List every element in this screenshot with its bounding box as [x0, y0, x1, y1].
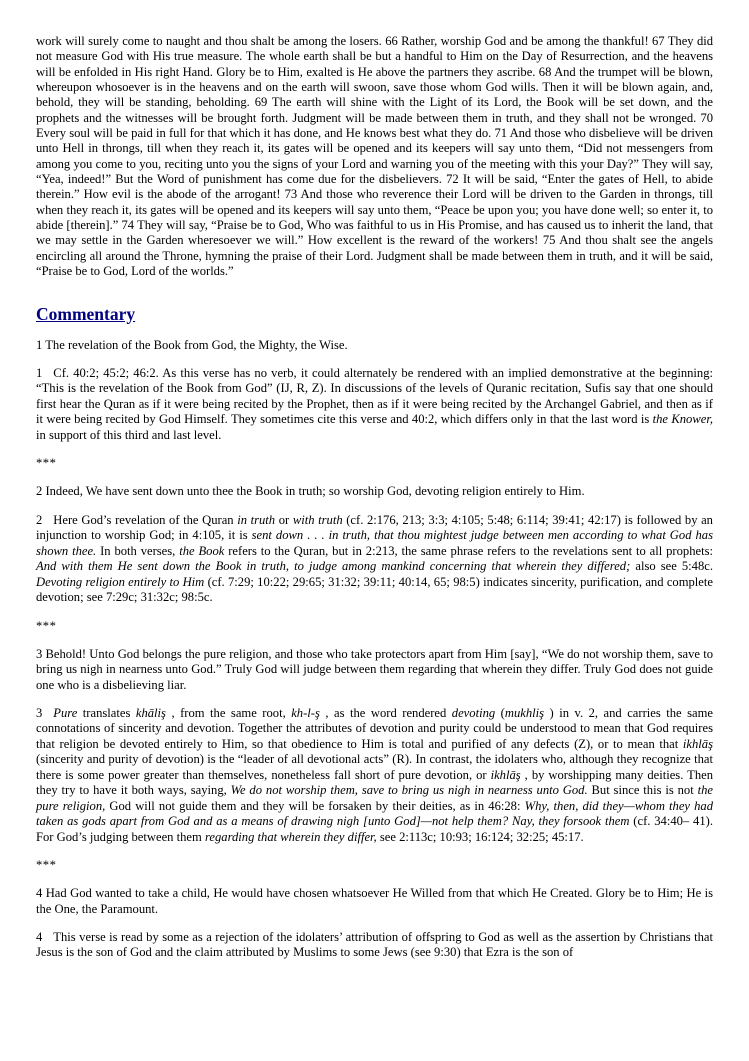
scripture-passage: work will surely come to naught and thou shalt be among the losers. 66 Rather, worship God and be among the thankful! 67 They did not measure God with His true measure. The whole earth shall be but a handful to Him on the Day of Resurrection, and the heavens will be enfolded in His right Hand. Glory be to Him, exalted is He above the partners they ascribe. 68 And the trumpet will be blown, whereupon whosoever is in the heavens and on the earth will swoon, save those whom God wills. Then it will be blown again, and, behold, they will be standing, beholding. 69 The earth will shine with the Light of its Lord, the Book will be set down, and the prophets and the witnesses will be brought forth. Judgment will be made between them in truth, and they shall not be wronged. 70 Every soul will be paid in full for that which it has done, and He knows best what they do. 71 And those who disbelieve will be driven unto Hell in throngs, till when they reach it, its gates will be opened and its keepers will say unto them, “Did not messengers from among you come to you, reciting unto you the signs of your Lord and warning you of the meeting with this your Day?” They will say, “Yea, indeed!” But the Word of punishment has come due for the disbelievers. 72 It will be said, “Enter the gates of Hell, to abide therein.” How evil is the abode of the arrogant! 73 And those who reverence their Lord will be driven to the Garden in throngs, till when they reach it, its gates will be opened and its keepers will say unto them, “Peace be upon you; you have done well; so enter it, to abide [therein].” 74 They will say, “Praise be to God, Who was faithful to us in His Promise, and has caused us to inherit the land, that we may settle in the Garden wheresoever we will.” How excellent is the reward of the workers! 75 And thou shalt see the angels encircling all around the Throne, hymning the praise of their Lord. Judgment shall be made between them in truth, and it will be said, “Praise be to God, Lord of the worlds.”	[36, 34, 713, 279]
commentary-seg-italic: with truth	[292, 512, 343, 527]
commentary-seg: (	[495, 705, 505, 720]
commentary-seg: (cf. 34:40– 41). For God’s judging between them	[36, 814, 713, 844]
commentary-seg-italic: Why, then, did they—whom they had taken as gods apart from God and as a means of drawing nigh [unto God]—not help them? Nay, they forsook them	[36, 798, 714, 829]
commentary-seg-italic: ikhlāş	[682, 736, 713, 751]
commentary-seg: But since this is not	[587, 783, 698, 798]
separator-3: ***	[36, 857, 57, 872]
commentary-paragraph-1	[36, 366, 713, 443]
commentary-paragraph-2	[36, 513, 713, 606]
commentary-seg: , as the word rendered	[325, 705, 452, 720]
commentary-seg: ) in v. 2, and carries the same connotations of sincerity and devotion. Together the attributes of devotion and purity could be understood to mean that God requires that religion be devoted entirely to Him, so that obedience to Him is total and purified of any defects (Z), or to mean that	[36, 705, 714, 751]
commentary-seg-italic: Pure	[53, 705, 78, 720]
commentary-seg-italic: Devoting religion entirely to Him	[36, 574, 205, 589]
commentary-heading-wrap	[36, 286, 713, 338]
verse-text-4: 4 Had God wanted to take a child, He would have chosen whatsoever He Willed from that which He Created. Glory be to Him; He is the One, the Paramount.	[36, 886, 713, 916]
commentary-seg: or	[275, 512, 293, 527]
commentary-paragraph-4	[36, 930, 713, 961]
commentary-seg: also see 5:48c.	[630, 559, 713, 574]
commentary-number-4: 4	[36, 930, 43, 944]
commentary-number-3: 3	[36, 705, 43, 720]
separator-1: ***	[36, 456, 57, 471]
commentary-seg: Cf. 40:2; 45:2; 46:2. As this verse has no verb, it could alternately be rendered with an implied demonstrative at the beginning: “This is the revelation of the Book from God” (IJ, R, Z). In discussions of the levels of Quranic recitation, Sufis say that one should first hear the Quran as if it were being recited by the Prophet, then as if it were being recited by the Archangel Gabriel, and then as if it were being recited by God Himself. They sometimes cite this verse and 40:2, which differs only in that the last word is	[36, 365, 713, 427]
commentary-seg-italic: devoting	[451, 705, 496, 720]
separator-2: ***	[36, 618, 57, 633]
commentary-heading: Commentary	[36, 303, 136, 324]
commentary-seg-italic: mukhliş	[504, 705, 550, 720]
commentary-seg-italic: sent down . . . in truth, that thou mightest judge between men according to what God has shown thee.	[36, 528, 713, 558]
commentary-seg-italic: regarding that wherein they differ,	[204, 829, 377, 844]
commentary-seg-italic: the pure religion,	[36, 783, 713, 813]
commentary-seg-italic: We do not worship them, save to bring us nigh in nearness unto God.	[230, 783, 588, 798]
commentary-paragraph-3	[36, 706, 713, 845]
commentary-seg: (cf. 2:176, 213; 3:3; 4:105; 5:48; 6:114; 39:41; 42:17) is followed by an injunction to worship God; in 4:105, it is	[36, 512, 713, 543]
commentary-seg: (cf. 7:29; 10:22; 29:65; 31:32; 39:11; 40:14, 65; 98:5) indicates sincerity, purification, and complete devotion; see 7:29c; 31:32c; 98:5c.	[36, 574, 713, 605]
commentary-seg-italic: the Knower,	[652, 412, 713, 427]
commentary-seg: This verse is read by some as a rejection of the idolaters’ attribution of offspring to God as well as the assertion by Christians that Jesus is the son of God and the claim attributed by Muslims to some Jews (see 9:30) that Ezra is the son of	[36, 930, 713, 960]
verse-text-2: 2 Indeed, We have sent down unto thee the Book in truth; so worship God, devoting religion entirely to Him.	[36, 484, 585, 499]
commentary-number-2: 2	[36, 512, 43, 527]
commentary-seg-italic: kh-l-ş	[291, 705, 326, 720]
commentary-seg: translates	[77, 705, 136, 720]
commentary-seg: In both verses,	[96, 543, 180, 558]
verse-text-1: 1 The revelation of the Book from God, the Mighty, the Wise.	[36, 337, 348, 352]
commentary-seg: God will not guide them and they will be forsaken by their deities, as in 46:28:	[105, 798, 525, 813]
commentary-seg: (sincerity and purity of devotion) is the “leader of all devotional acts” (R). In contrast, the idolaters who, although they recognize that there is some power greater than themselves, nonetheless fall short of pure devotion, or	[36, 752, 713, 782]
commentary-seg: Here God’s revelation of the Quran	[53, 512, 238, 527]
commentary-seg: , from the same root,	[171, 705, 292, 720]
commentary-number-1: 1	[36, 365, 43, 380]
commentary-seg-italic: khāliş	[135, 705, 172, 720]
commentary-seg: refers to the Quran, but in 2:213, the same phrase refers to the revelations sent to all prophets:	[224, 543, 713, 558]
verse-text-3: 3 Behold! Unto God belongs the pure religion, and those who take protectors apart from Him [say], “We do not worship them, save to bring us nigh in nearness unto God.” Truly God will judge between them regarding that wherein they differ. Truly God does not guide one who is a disbelieving liar.	[36, 646, 713, 692]
commentary-seg-italic: And with them He sent down the Book in truth, to judge among mankind concerning that wherein they differed;	[36, 559, 631, 574]
commentary-seg-italic: in truth	[237, 512, 276, 527]
commentary-seg-italic: ikhlāş	[490, 767, 525, 782]
commentary-seg: , by worshipping many deities. Then they try to have it both ways, saying,	[36, 767, 714, 798]
commentary-seg: in support of this third and last level.	[36, 427, 222, 442]
commentary-seg-italic: the Book	[179, 543, 225, 558]
commentary-seg: see 2:113c; 10:93; 16:124; 32:25; 45:17.	[376, 829, 584, 844]
